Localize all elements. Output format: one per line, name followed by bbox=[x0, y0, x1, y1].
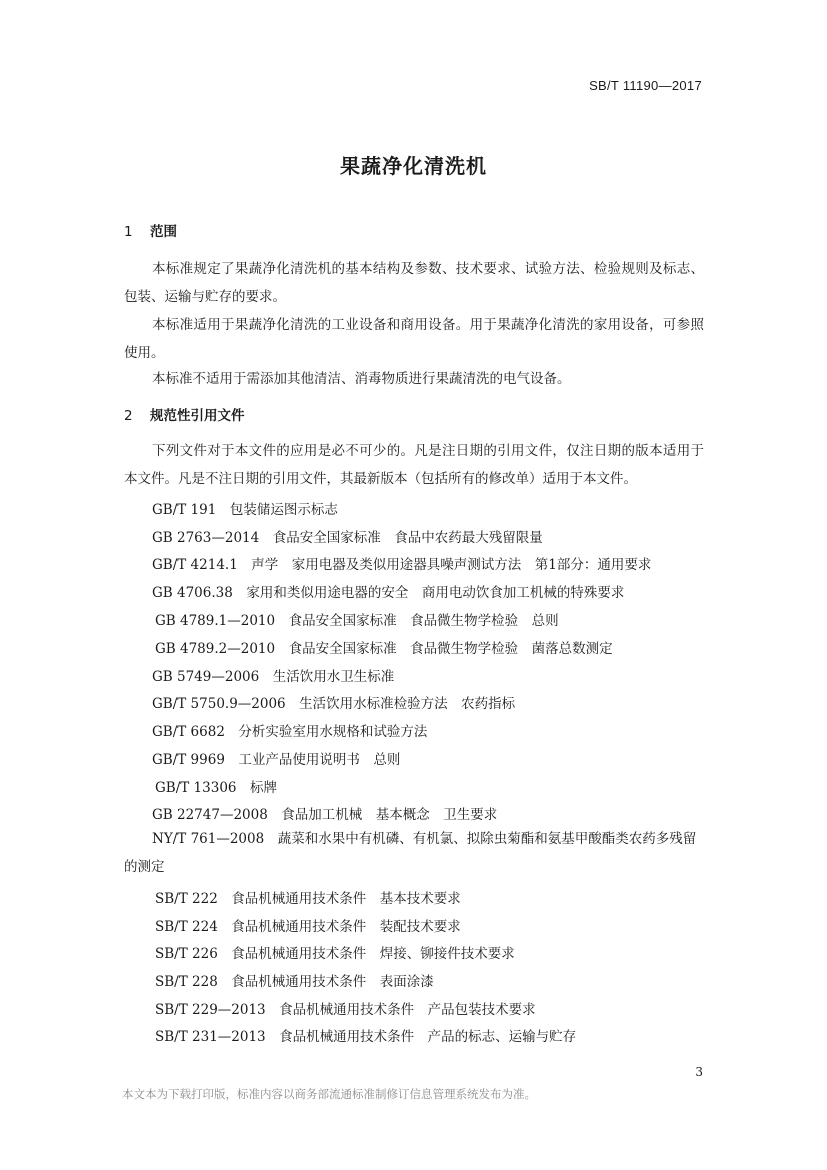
reference-item: GB/T 4214.1 声学 家用电器及类似用途器具噪声测试方法 第1部分：通用要求 bbox=[152, 557, 652, 573]
reference-item: GB 4789.1—2010 食品安全国家标准 食品微生物学检验 总则 bbox=[155, 613, 559, 629]
page-number: 3 bbox=[695, 1065, 703, 1079]
reference-item: SB/T 228 食品机械通用技术条件 表面涂漆 bbox=[155, 974, 434, 990]
footer-note: 本文本为下载打印版，标准内容以商务部流通标准制修订信息管理系统发布为准。 bbox=[122, 1087, 536, 1101]
reference-item: GB 5749—2006 生活饮用水卫生标准 bbox=[152, 669, 395, 685]
section-1-title: 范围 bbox=[150, 224, 177, 240]
reference-item: GB/T 191 包装储运图示标志 bbox=[152, 502, 338, 518]
reference-item: GB/T 9969 工业产品使用说明书 总则 bbox=[152, 752, 401, 768]
section-1-paragraph-2: 本标准适用于果蔬净化清洗的工业设备和商用设备。用于果蔬净化清洗的家用设备，可参照使用。 bbox=[124, 317, 704, 361]
section-1-paragraph-1: 本标准规定了果蔬净化清洗机的基本结构及参数、技术要求、试验方法、检验规则及标志、包装、运输与贮存的要求。 bbox=[124, 261, 704, 305]
reference-item: GB 22747—2008 食品加工机械 基本概念 卫生要求 bbox=[152, 807, 498, 823]
reference-item: GB 4706.38 家用和类似用途电器的安全 商用电动饮食加工机械的特殊要求 bbox=[152, 585, 625, 601]
reference-item: GB/T 6682 分析实验室用水规格和试验方法 bbox=[152, 724, 428, 740]
section-1-heading bbox=[124, 220, 177, 240]
reference-item: GB 4789.2—2010 食品安全国家标准 食品微生物学检验 菌落总数测定 bbox=[155, 641, 613, 657]
standard-code: SB/T 11190—2017 bbox=[589, 78, 702, 93]
reference-item: GB/T 5750.9—2006 生活饮用水标准检验方法 农药指标 bbox=[152, 696, 516, 712]
document-title: 果蔬净化清洗机 bbox=[340, 154, 487, 178]
reference-item: SB/T 229—2013 食品机械通用技术条件 产品包装技术要求 bbox=[155, 1002, 536, 1018]
reference-item: GB 2763—2014 食品安全国家标准 食品中农药最大残留限量 bbox=[152, 530, 543, 546]
section-2-number: 2 bbox=[124, 408, 133, 424]
section-1-paragraph-3: 本标准不适用于需添加其他清洁、消毒物质进行果蔬清洗的电气设备。 bbox=[152, 371, 571, 387]
reference-item: NY/T 761—2008 蔬菜和水果中有机磷、有机氯、拟除虫菊酯和氨基甲酸酯类农药多残留的测定 bbox=[124, 831, 697, 875]
reference-item: SB/T 224 食品机械通用技术条件 装配技术要求 bbox=[155, 919, 461, 935]
section-2-title: 规范性引用文件 bbox=[150, 408, 245, 424]
reference-item: SB/T 231—2013 食品机械通用技术条件 产品的标志、运输与贮存 bbox=[155, 1029, 577, 1045]
reference-item: SB/T 222 食品机械通用技术条件 基本技术要求 bbox=[155, 891, 461, 907]
reference-item: SB/T 226 食品机械通用技术条件 焊接、铆接件技术要求 bbox=[155, 946, 515, 962]
section-2-intro: 下列文件对于本文件的应用是必不可少的。凡是注日期的引用文件，仅注日期的版本适用于本文件。凡是不注日期的引用文件，其最新版本（包括所有的修改单）适用于本文件。 bbox=[124, 443, 704, 487]
section-1-number: 1 bbox=[124, 224, 133, 240]
section-2-heading bbox=[124, 404, 245, 424]
reference-item: GB/T 13306 标牌 bbox=[155, 780, 277, 796]
